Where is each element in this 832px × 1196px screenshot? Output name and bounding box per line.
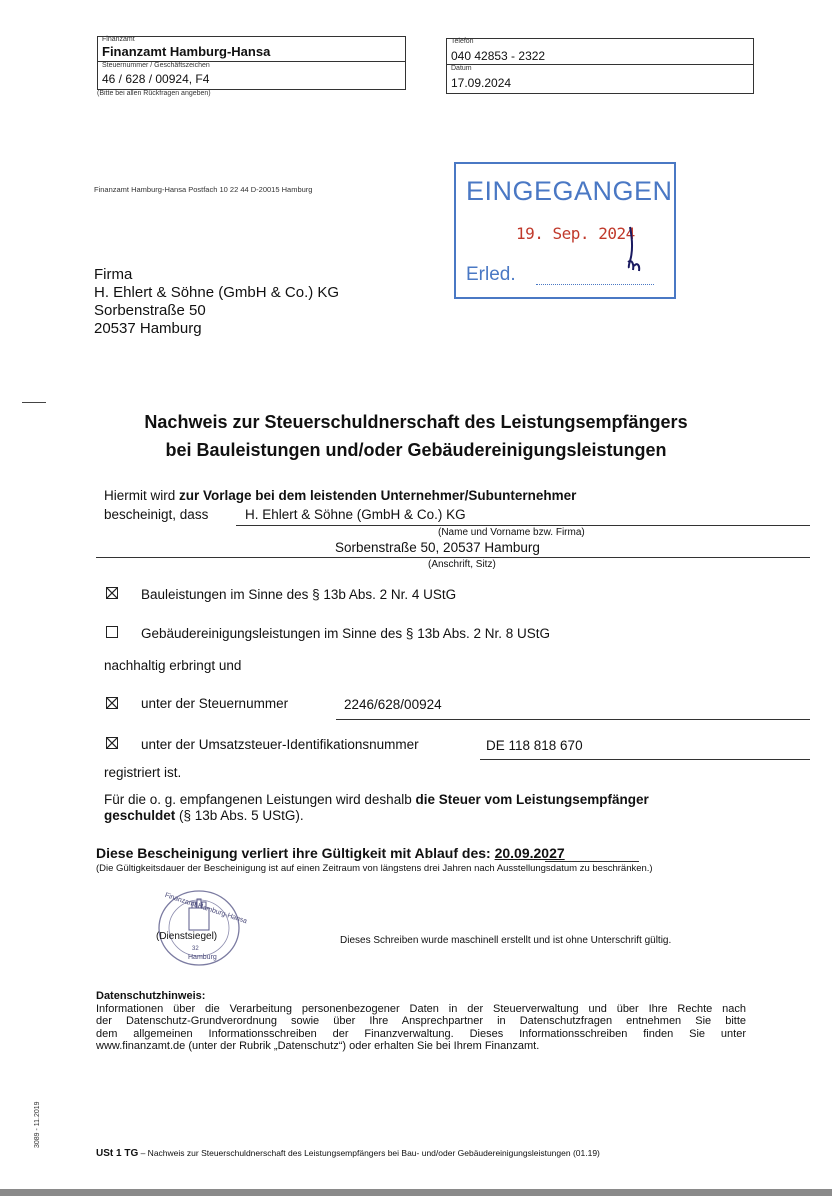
checkbox-steuernummer[interactable] [106,697,118,709]
company-rule [236,525,810,526]
registered-text: registriert ist. [104,765,182,780]
recipient-line-4: 20537 Hamburg [94,320,202,337]
footer-form-id: USt 1 TG [96,1148,139,1159]
sender-line: Finanzamt Hamburg-Hansa Postfach 10 22 44 D-20015 Hamburg [94,185,313,194]
seal-top-label: Finanzamt Hamburg-Hansa [163,892,248,926]
validity-rule [545,861,639,862]
company-caption: (Name und Vorname bzw. Firma) [438,527,585,538]
privacy-line-1: Informationen über die Verarbeitung personenbezogener Daten in der Steuerverwaltung und über Ihre Rechte nach [96,1002,746,1015]
address-rule [96,557,810,558]
phone-value: 040 42853 - 2322 [451,49,546,63]
liability-line-1 [104,792,649,808]
fold-mark [22,402,46,403]
date-label: Datum [451,65,472,72]
seal-label: (Dienstsiegel) [156,931,218,942]
checkbox-ustid[interactable] [106,737,118,749]
taxno-value: 46 / 628 / 00924, F4 [102,72,210,86]
received-stamp [454,162,676,299]
checkbox-bauleistungen[interactable] [106,587,118,599]
liability-suffix: (§ 13b Abs. 5 UStG). [175,808,304,823]
value-ustid: DE 118 818 670 [486,738,583,753]
side-form-code: 3089 - 11.2019 [34,1101,41,1148]
label-steuernummer: unter der Steuernummer [141,696,289,711]
validity-date: 20.09.2027 [494,845,565,861]
office-label: Finanzamt [102,36,135,43]
privacy-notice [96,990,746,1053]
initials-signature [616,222,646,277]
office-info-box [97,36,406,90]
office-name: Finanzamt Hamburg-Hansa [102,44,271,59]
stamp-erled: Erled. [466,264,516,285]
privacy-heading: Datenschutzhinweis: [96,990,206,1002]
phone-label: Telefon [451,38,474,45]
recipient-line-2: H. Ehlert & Söhne (GmbH & Co.) KG [94,284,340,301]
intro-bold: zur Vorlage bei dem leistenden Unternehmer/Subunternehmer [179,488,577,503]
intro-line-1 [104,488,576,504]
liability-line-2 [104,808,304,824]
stamp-date: 19. Sep. 2024 [516,224,635,243]
privacy-line-4: www.finanzamt.de (unter der Rubrik „Datenschutz“) oder erhalten Sie bei Ihrem Finanzamt. [96,1040,540,1052]
seal-bottom-label: Hamburg [188,954,217,961]
stamp-title: EINGEGANGEN [466,176,673,206]
inquiry-note: (Bitte bei allen Rückfragen angeben) [97,90,211,97]
form-footer [96,1148,600,1159]
certified-address: Sorbenstraße 50, 20537 Hamburg [335,540,540,555]
sustained-text: nachhaltig erbringt und [104,658,242,673]
label-gebaeudereinigung: Gebäudereinigungsleistungen im Sinne des § 13b Abs. 2 Nr. 8 UStG [141,626,551,641]
recipient-address [94,266,339,338]
intro-prefix: Hiermit wird [104,488,180,503]
steuernummer-rule [336,719,810,720]
scan-bottom-edge [0,1189,832,1196]
liability-bold-1: die Steuer vom Leistungsempfänger [415,792,649,807]
liability-bold-2: geschuldet [104,808,176,823]
privacy-line-3: dem allgemeinen Informationsschreiben der Finanzverwaltung. Dieses Informationsschreiben finden Sie unter [96,1027,746,1040]
address-caption: (Anschrift, Sitz) [428,559,496,570]
official-seal [156,888,248,968]
title-line-2: bei Bauleistungen und/oder Gebäudereinigungsleistungen [165,440,667,460]
certified-company: H. Ehlert & Söhne (GmbH & Co.) KG [245,507,466,522]
ustid-rule [480,759,810,760]
validity-note: (Die Gültigkeitsdauer der Bescheinigung ist auf einen Zeitraum von längstens drei Jahren nach Ausstellungsdatum zu beschränken.) [96,863,653,874]
label-ustid: unter der Umsatzsteuer-Identifikationsnummer [141,737,419,752]
recipient-line-1: Firma [94,266,133,283]
recipient-line-3: Sorbenstraße 50 [94,302,206,319]
intro-line-2: bescheinigt, dass [104,507,209,522]
machine-note: Dieses Schreiben wurde maschinell erstellt und ist ohne Unterschrift gültig. [340,935,672,946]
validity-text: Diese Bescheinigung verliert ihre Gültigkeit mit Ablauf des: [96,845,495,861]
privacy-line-2: der Datenschutz-Grundverordnung sowie über Ihre Ansprechpartner in Datenschutzfragen entnehmen Sie bitte [96,1015,746,1027]
footer-text: – Nachweis zur Steuerschuldnerschaft des Leistungsempfängers bei Bau- und/oder Gebäudereinigungsleistungen (01.19) [138,1148,600,1158]
validity-line [96,845,565,861]
document-title [0,408,832,464]
taxno-label: Steuernummer / Geschäftszeichen [102,62,210,69]
date-value: 17.09.2024 [451,76,512,90]
checkbox-gebaeudereinigung[interactable] [106,626,118,638]
seal-number: 32 [192,946,199,952]
contact-info-box [446,38,754,94]
label-bauleistungen: Bauleistungen im Sinne des § 13b Abs. 2 Nr. 4 UStG [141,587,457,602]
liability-prefix: Für die o. g. empfangenen Leistungen wird deshalb [104,792,416,807]
title-line-1: Nachweis zur Steuerschuldnerschaft des Leistungsempfängers [144,412,688,432]
value-steuernummer: 2246/628/00924 [344,697,442,712]
